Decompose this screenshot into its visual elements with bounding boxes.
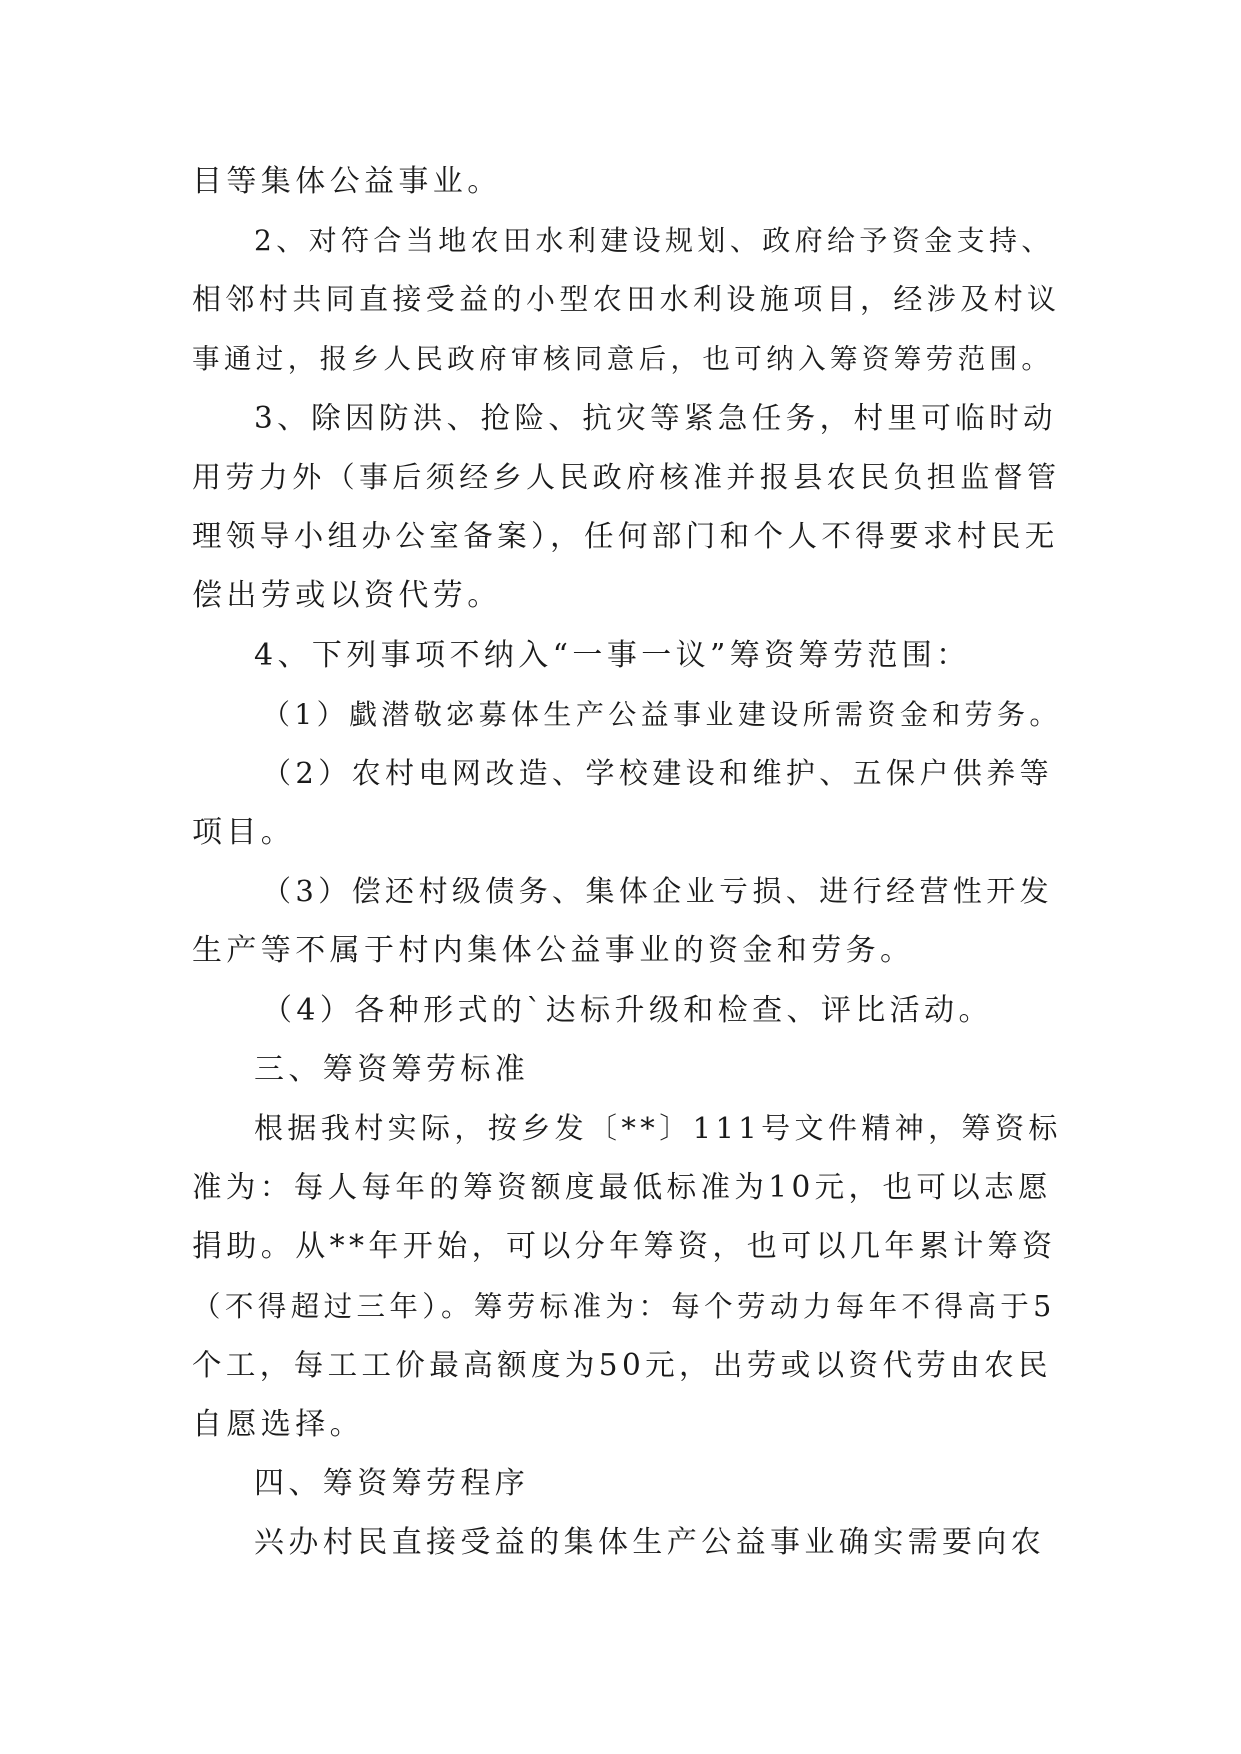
- text-line: 事通过，报乡人民政府审核同意后，也可纳入筹资筹劳范围。: [192, 342, 1054, 375]
- document-body: [192, 152, 1062, 1573]
- text-line: （4）各种形式的`达标升级和检查、评比活动。: [262, 992, 993, 1028]
- text-line: 准为：每人每年的筹资额度最低标准为10元，也可以志愿: [192, 1170, 1052, 1205]
- text-line: 根据我村实际，按乡发〔**〕111号文件精神，筹资标: [254, 1111, 1062, 1145]
- text-line: 4、下列事项不纳入“一事一议”筹资筹劳范围：: [254, 637, 971, 673]
- text-line: 兴办村民直接受益的集体生产公益事业确实需要向农: [254, 1525, 1046, 1561]
- text-line: 相邻村共同直接受益的小型农田水利设施项目，经涉及村议: [192, 282, 1061, 317]
- text-line: 用劳力外（事后须经乡人民政府核准并报县农民负担监督管: [192, 459, 1061, 494]
- text-line: 理领导小组办公室备案），任何部门和个人不得要求村民无: [192, 519, 1059, 554]
- text-line: 2、对符合当地农田水利建设规划、政府给予资金支持、: [254, 224, 1054, 258]
- text-line: （不得超过三年）。筹劳标准为：每个劳动力每年不得高于5: [192, 1289, 1056, 1323]
- text-line: 偿出劳或以资代劳。: [192, 578, 502, 614]
- text-line: 项目。: [192, 815, 296, 851]
- text-line: 自愿选择。: [192, 1406, 364, 1442]
- text-line: 目等集体公益事业。: [192, 164, 502, 199]
- text-line: （3）偿还村级债务、集体企业亏损、进行经营性开发: [262, 874, 1054, 909]
- text-line: 生产等不属于村内集体公益事业的资金和劳务。: [192, 933, 915, 969]
- text-line: 捐助。从**年开始，可以分年筹资，也可以几年累计筹资: [192, 1229, 1057, 1265]
- text-line: （1）戱潜敬宓募体生产公益事业建设所需资金和劳务。: [262, 697, 1062, 731]
- section-heading: 四、筹资筹劳程序: [254, 1466, 530, 1502]
- section-heading: 三、筹资筹劳标准: [254, 1051, 530, 1087]
- text-line: （2）农村电网改造、学校建设和维护、五保户供养等: [262, 755, 1054, 790]
- text-line: 3、除因防洪、抢险、抗灾等紧急任务，村里可临时动: [254, 400, 1057, 435]
- text-line: 个工，每工工价最高额度为50元，出劳或以资代劳由农民: [192, 1347, 1052, 1382]
